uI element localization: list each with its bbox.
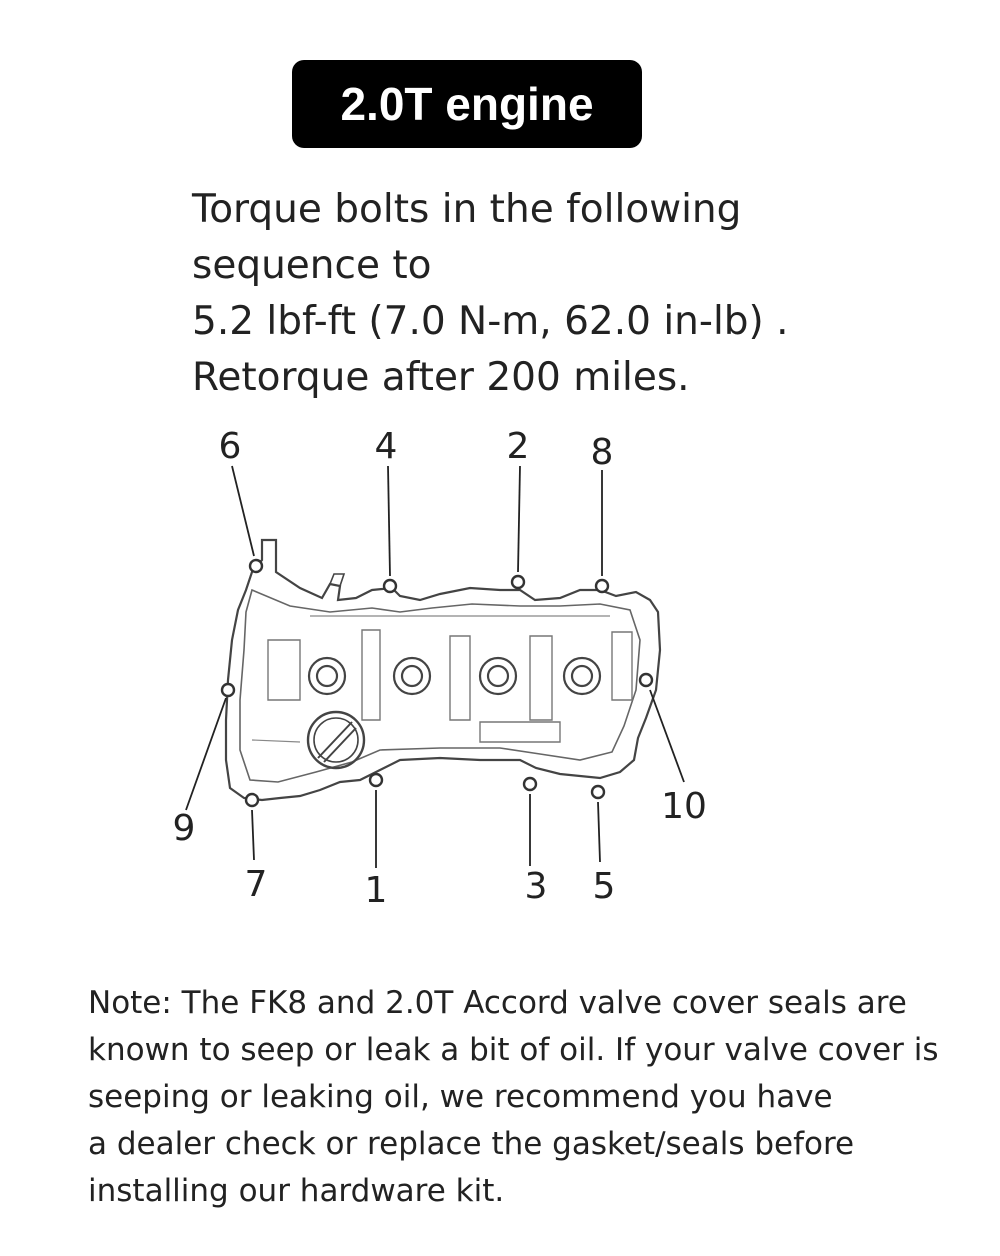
bolt-8 [596, 580, 608, 592]
instruction-line: sequence to [192, 243, 432, 288]
instruction-line: 5.2 lbf-ft (7.0 N-m, 62.0 in-lb) . [192, 299, 789, 344]
note-line: known to seep or leak a bit of oil. If your valve cover is [88, 1032, 939, 1068]
note-text [88, 980, 968, 1215]
bolt-6 [250, 560, 262, 572]
bolt-label-4: 4 [374, 426, 398, 467]
bolt-label-7: 7 [244, 864, 268, 905]
bolt-7 [246, 794, 258, 806]
instruction-line: Retorque after 200 miles. [192, 355, 690, 400]
note-line: a dealer check or replace the gasket/seals before [88, 1126, 855, 1162]
leader-lines [186, 466, 684, 868]
bolt-label-6: 6 [218, 426, 242, 467]
note-line: installing our hardware kit. [88, 1173, 505, 1209]
bolt-9 [222, 684, 234, 696]
bolt-5 [592, 786, 604, 798]
bolt-3 [524, 778, 536, 790]
bolt-10 [640, 674, 652, 686]
title-text: 2.0T engine [340, 78, 594, 130]
instruction-line: Torque bolts in the following [192, 187, 742, 232]
bolt-1 [370, 774, 382, 786]
bolt-2 [512, 576, 524, 588]
bolt-label-1: 1 [364, 870, 388, 911]
bolt-label-8: 8 [590, 432, 614, 473]
bolt-label-3: 3 [524, 866, 548, 907]
note-line: seeping or leaking oil, we recommend you have [88, 1079, 833, 1115]
bolt-label-9: 9 [172, 808, 196, 849]
bolt-label-10: 10 [661, 786, 707, 827]
bolt-4 [384, 580, 396, 592]
note-line: Note: The FK8 and 2.0T Accord valve cover seals are [88, 985, 907, 1021]
valve-cover-outline [226, 540, 660, 800]
bolt-label-2: 2 [506, 426, 530, 467]
bolt-label-5: 5 [592, 866, 616, 907]
